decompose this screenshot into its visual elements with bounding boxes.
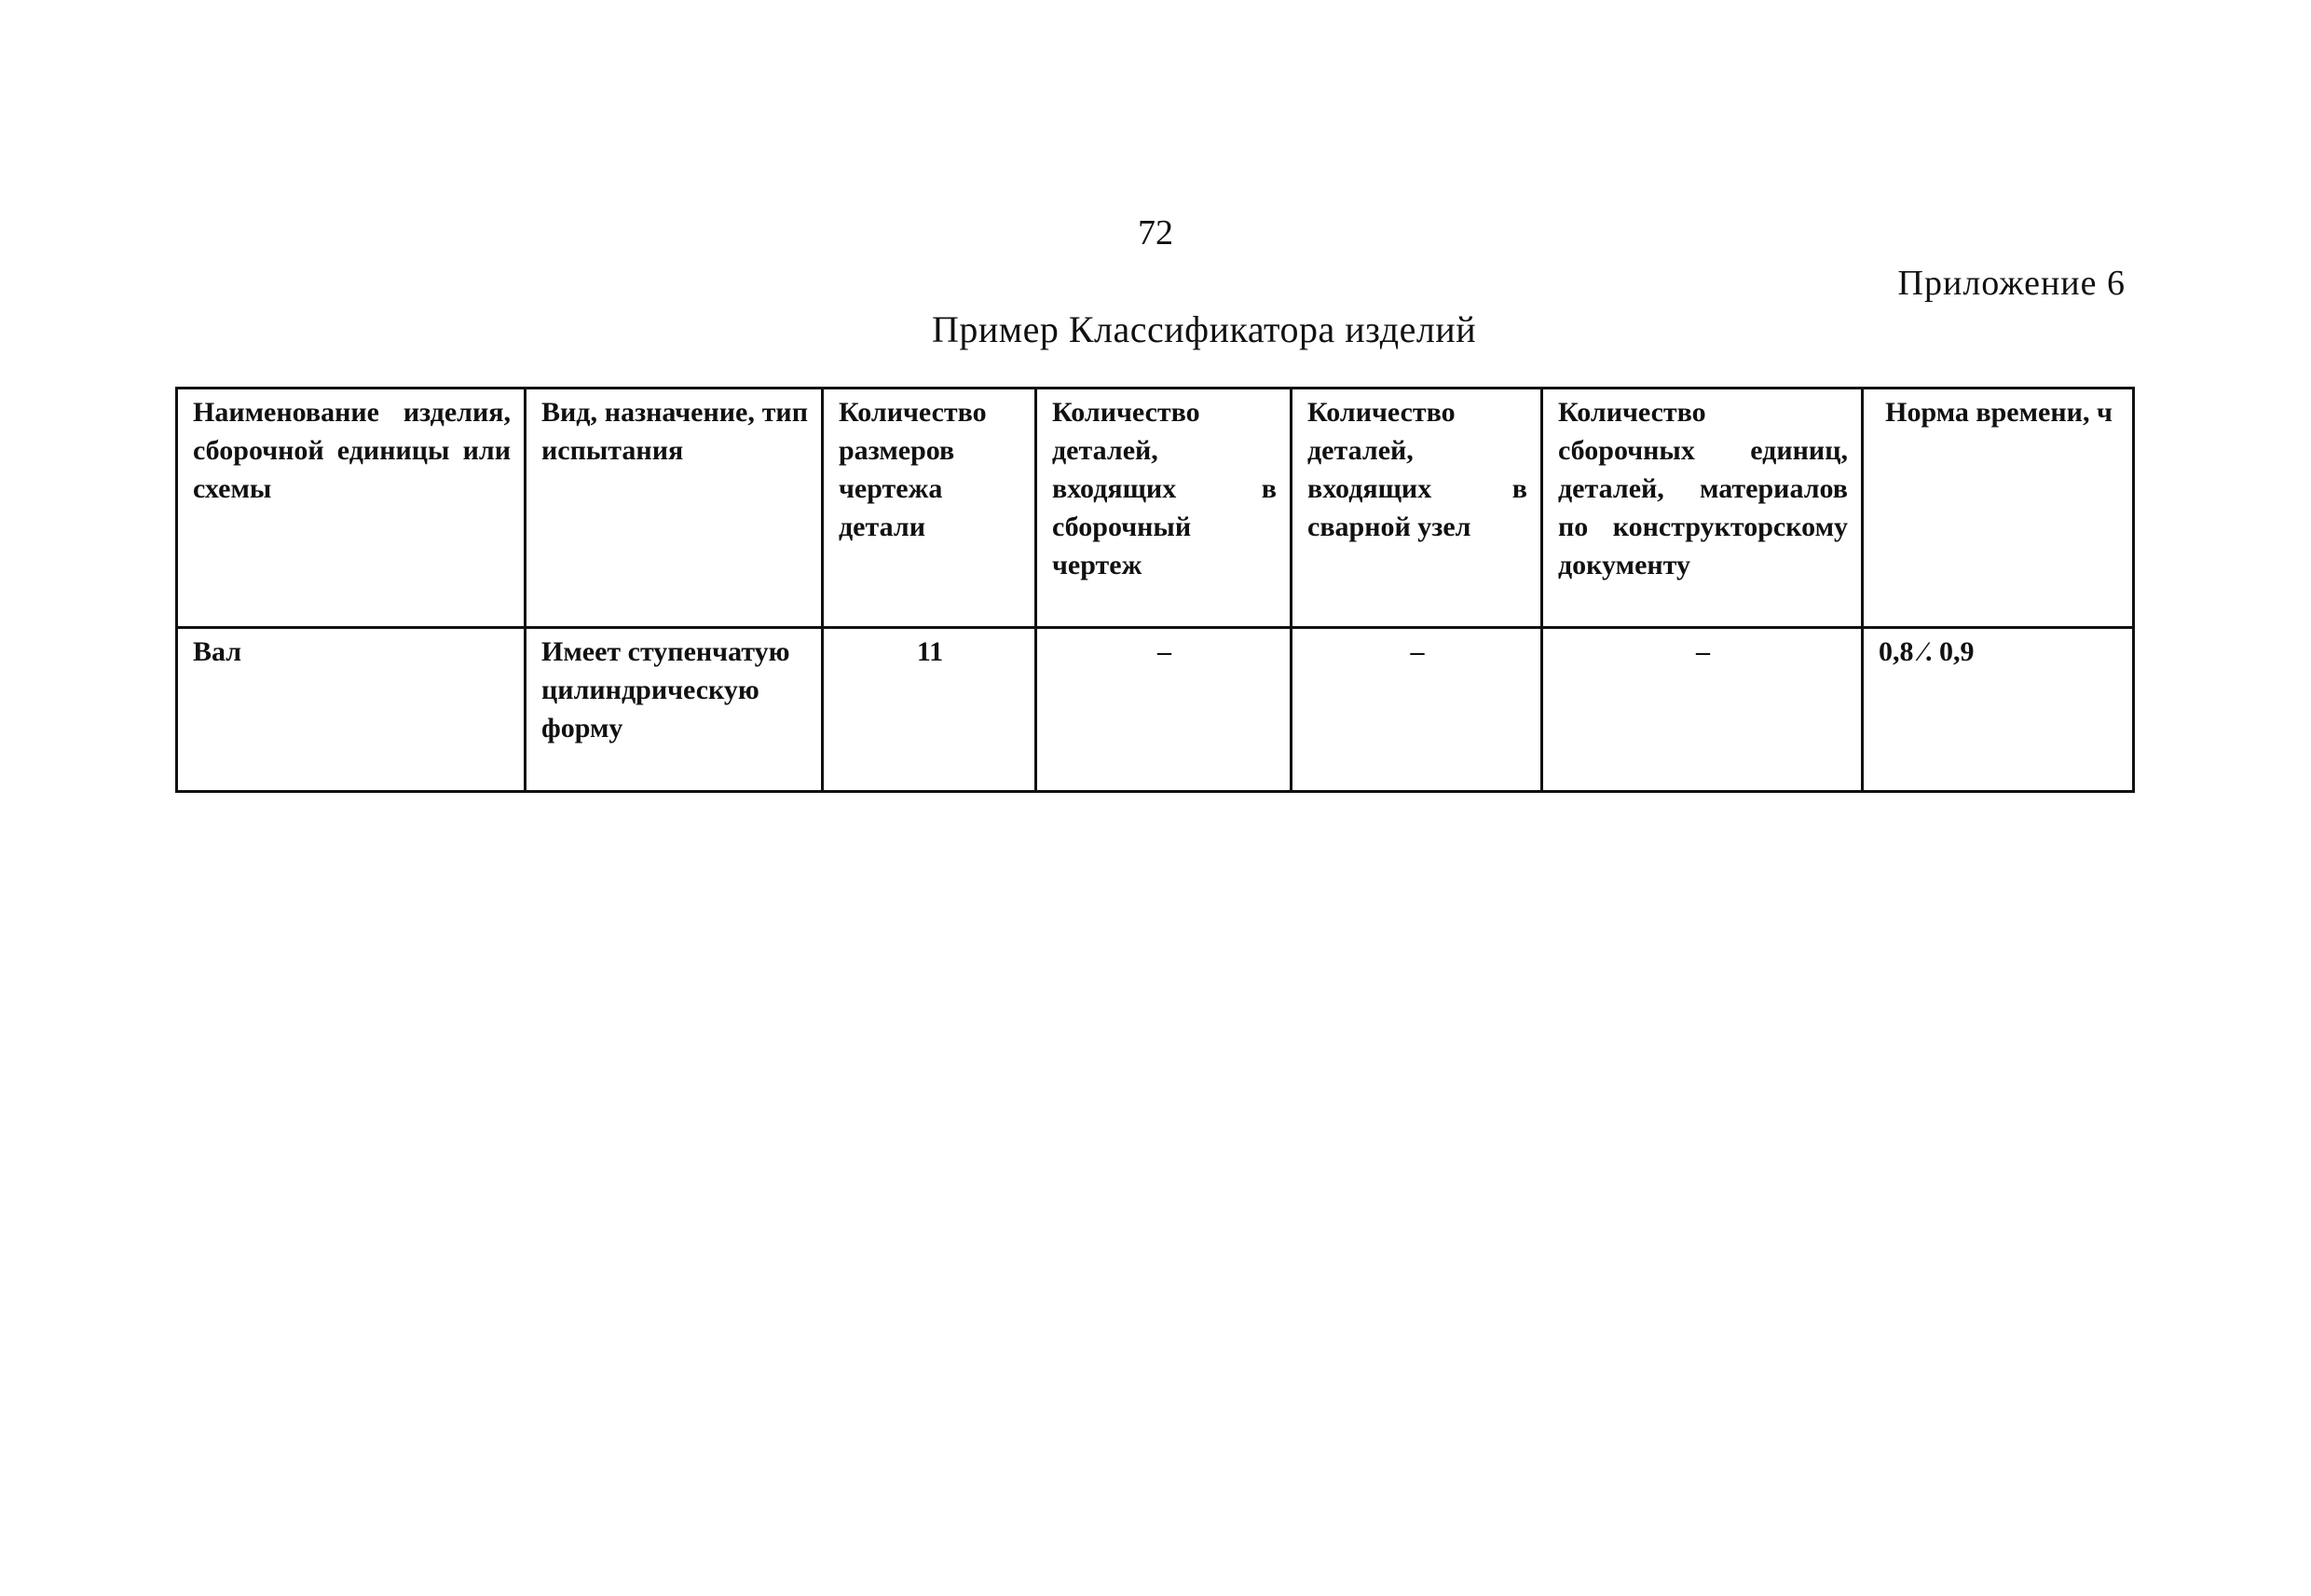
cell-time-norm: 0,8 ⁄. 0,9: [1863, 628, 2134, 792]
page-number: 72: [1138, 213, 1173, 252]
table-header-row: [177, 389, 2134, 628]
cell-name: Вал: [177, 628, 526, 792]
appendix-label: Приложение 6: [1897, 264, 2126, 303]
cell-type: Имеет ступенчатую цилиндрическую форму: [526, 628, 823, 792]
header-cell: Количество размеров чертежа детали: [823, 389, 1036, 628]
header-cell: Количество деталей, входящих в сборочный чертеж: [1036, 389, 1292, 628]
document-title: Пример Классификатора изделий: [932, 308, 1477, 350]
cell-parts-in-assembly: –: [1036, 628, 1292, 792]
header-cell: Наименование изделия, сборочной единицы или схемы: [177, 389, 526, 628]
cell-units-per-document: –: [1542, 628, 1863, 792]
header-cell: Количество деталей, входящих в сварной узел: [1292, 389, 1542, 628]
table-row: [177, 628, 2134, 792]
cell-parts-in-weld: –: [1292, 628, 1542, 792]
header-cell: Норма времени, ч: [1863, 389, 2134, 628]
header-cell: Вид, назначение, тип испытания: [526, 389, 823, 628]
header-cell: Количество сборочных единиц, деталей, материалов по конструкторскому документу: [1542, 389, 1863, 628]
classifier-table: [175, 387, 2135, 793]
cell-dimensions-count: 11: [823, 628, 1036, 792]
